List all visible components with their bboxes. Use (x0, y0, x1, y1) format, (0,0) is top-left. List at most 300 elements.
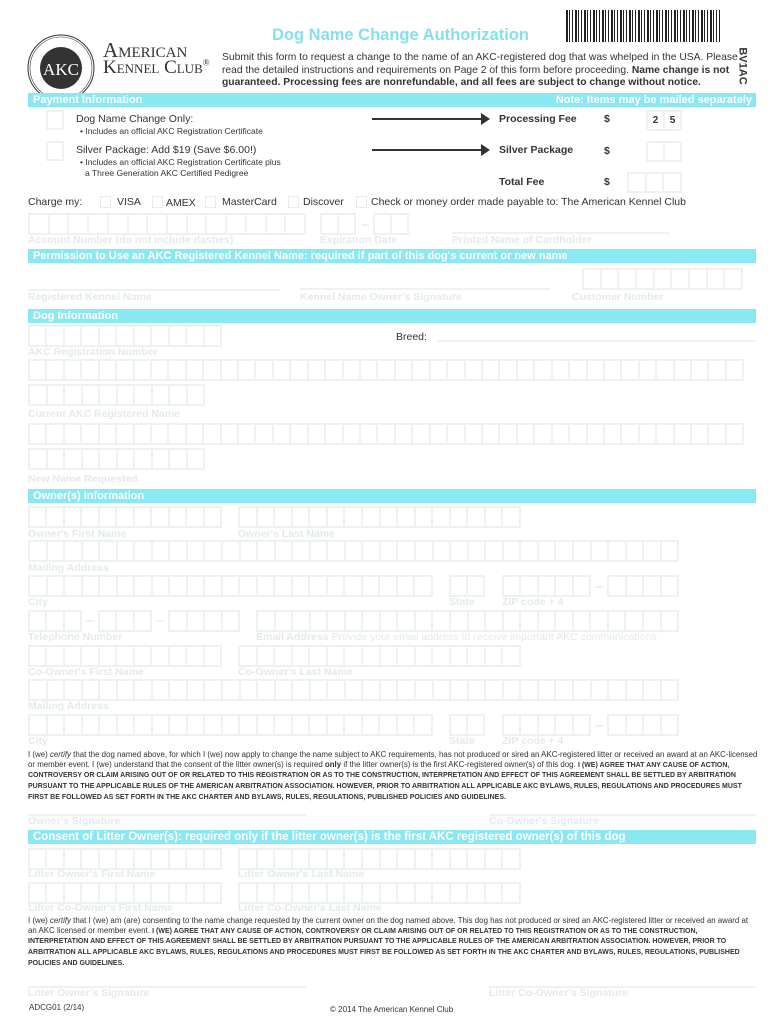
character-box[interactable] (381, 612, 399, 630)
character-box[interactable] (48, 450, 66, 468)
character-box[interactable] (65, 577, 83, 595)
character-box[interactable] (69, 215, 89, 233)
character-box[interactable] (258, 850, 276, 868)
character-box[interactable] (709, 425, 726, 443)
character-box[interactable] (170, 327, 187, 345)
co-mailing-address-field[interactable] (28, 679, 679, 701)
character-box[interactable] (117, 361, 134, 379)
character-box[interactable] (448, 425, 465, 443)
character-box[interactable] (83, 542, 101, 560)
character-box[interactable] (672, 270, 690, 288)
character-box[interactable] (416, 884, 434, 902)
character-box[interactable] (135, 716, 153, 734)
co-owner-last-name-field[interactable] (238, 645, 521, 667)
character-box[interactable] (725, 270, 741, 288)
character-box[interactable] (309, 361, 326, 379)
character-box[interactable] (392, 215, 407, 233)
character-box[interactable] (433, 850, 451, 868)
co-state-field[interactable] (449, 714, 485, 736)
character-box[interactable] (431, 425, 448, 443)
character-box[interactable] (135, 612, 150, 630)
character-box[interactable] (65, 361, 82, 379)
character-box[interactable] (188, 577, 206, 595)
character-box[interactable] (396, 425, 413, 443)
character-box[interactable] (117, 647, 134, 665)
character-box[interactable] (574, 716, 589, 734)
character-box[interactable] (451, 716, 468, 734)
character-box[interactable] (644, 681, 662, 699)
character-box[interactable] (328, 647, 346, 665)
character-box[interactable] (539, 681, 557, 699)
character-box[interactable] (117, 850, 134, 868)
character-box[interactable] (152, 508, 169, 526)
character-box[interactable] (486, 884, 504, 902)
character-box[interactable] (644, 612, 662, 630)
character-box[interactable] (486, 681, 504, 699)
character-box[interactable] (256, 425, 273, 443)
character-box[interactable] (468, 850, 486, 868)
character-box[interactable] (135, 425, 152, 443)
character-box[interactable] (205, 850, 220, 868)
character-box[interactable] (363, 850, 381, 868)
character-box[interactable] (241, 542, 259, 560)
character-box[interactable] (413, 425, 430, 443)
character-box[interactable] (609, 716, 627, 734)
character-box[interactable] (170, 850, 187, 868)
character-box[interactable] (451, 884, 469, 902)
character-box[interactable] (47, 884, 64, 902)
character-box[interactable] (240, 884, 258, 902)
character-box[interactable] (609, 542, 627, 560)
character-box[interactable] (708, 270, 726, 288)
character-box[interactable] (135, 681, 153, 699)
character-box[interactable] (416, 850, 434, 868)
character-box[interactable] (398, 542, 416, 560)
character-box[interactable] (466, 425, 483, 443)
character-box[interactable] (539, 542, 557, 560)
character-box[interactable] (30, 850, 47, 868)
character-box[interactable] (468, 647, 486, 665)
character-box[interactable] (129, 215, 149, 233)
character-box[interactable] (82, 361, 99, 379)
character-box[interactable] (205, 612, 223, 630)
character-box[interactable] (153, 542, 171, 560)
character-box[interactable] (170, 612, 188, 630)
character-box[interactable] (293, 850, 311, 868)
character-box[interactable] (135, 884, 152, 902)
character-box[interactable] (65, 386, 83, 404)
character-box[interactable] (293, 716, 311, 734)
character-box[interactable] (504, 681, 522, 699)
character-box[interactable] (346, 681, 364, 699)
character-box[interactable] (363, 647, 381, 665)
character-box[interactable] (381, 508, 399, 526)
character-box[interactable] (100, 884, 117, 902)
litter-owner-first-name-field[interactable] (28, 848, 222, 870)
character-box[interactable] (727, 425, 742, 443)
character-box[interactable] (152, 327, 169, 345)
character-box[interactable] (82, 508, 99, 526)
character-box[interactable] (521, 542, 539, 560)
character-box[interactable] (326, 361, 343, 379)
character-box[interactable] (47, 508, 64, 526)
character-box[interactable] (398, 647, 416, 665)
character-box[interactable] (100, 386, 118, 404)
character-box[interactable] (30, 716, 48, 734)
character-box[interactable] (168, 215, 188, 233)
character-box[interactable] (361, 425, 378, 443)
discover-checkbox[interactable] (288, 196, 299, 208)
character-box[interactable] (310, 508, 328, 526)
character-box[interactable] (588, 361, 605, 379)
character-box[interactable] (65, 850, 82, 868)
character-box[interactable] (486, 612, 504, 630)
character-box[interactable] (275, 508, 293, 526)
litter-co-owner-first-name-field[interactable] (28, 882, 222, 904)
character-box[interactable] (135, 850, 152, 868)
character-box[interactable] (30, 425, 47, 443)
character-box[interactable] (469, 612, 487, 630)
character-box[interactable] (293, 577, 311, 595)
character-box[interactable] (293, 508, 311, 526)
email-field[interactable] (256, 610, 679, 632)
character-box[interactable] (675, 425, 692, 443)
character-box[interactable] (657, 361, 674, 379)
character-box[interactable] (187, 327, 204, 345)
character-box[interactable] (468, 577, 483, 595)
character-box[interactable] (258, 542, 276, 560)
character-box[interactable] (153, 577, 171, 595)
character-box[interactable] (83, 716, 101, 734)
character-box[interactable] (398, 508, 416, 526)
character-box[interactable] (258, 716, 276, 734)
phone-line-field[interactable] (168, 610, 240, 632)
character-box[interactable] (205, 577, 223, 595)
character-box[interactable] (117, 425, 134, 443)
character-box[interactable] (345, 508, 363, 526)
character-box[interactable] (345, 577, 363, 595)
character-box[interactable] (609, 681, 627, 699)
character-box[interactable] (574, 681, 592, 699)
character-box[interactable] (433, 612, 451, 630)
character-box[interactable] (148, 215, 168, 233)
character-box[interactable] (504, 577, 521, 595)
character-box[interactable] (223, 716, 241, 734)
litter-owner-last-name-field[interactable] (238, 848, 521, 870)
character-box[interactable] (152, 850, 169, 868)
character-box[interactable] (662, 681, 678, 699)
character-box[interactable] (241, 681, 259, 699)
character-box[interactable] (433, 647, 451, 665)
character-box[interactable] (47, 327, 64, 345)
character-box[interactable] (187, 508, 204, 526)
breed-field[interactable] (437, 340, 756, 342)
character-box[interactable] (30, 386, 48, 404)
character-box[interactable] (398, 612, 416, 630)
character-box[interactable] (100, 542, 118, 560)
character-box[interactable] (170, 681, 188, 699)
co-zip-field[interactable] (502, 714, 591, 736)
character-box[interactable] (690, 270, 708, 288)
character-box[interactable] (570, 425, 587, 443)
character-box[interactable] (65, 327, 82, 345)
character-box[interactable] (30, 884, 47, 902)
character-box[interactable] (483, 425, 500, 443)
character-box[interactable] (291, 361, 308, 379)
character-box[interactable] (30, 577, 48, 595)
character-box[interactable] (239, 361, 256, 379)
character-box[interactable] (48, 681, 66, 699)
character-box[interactable] (363, 884, 381, 902)
character-box[interactable] (451, 508, 469, 526)
character-box[interactable] (152, 884, 169, 902)
character-box[interactable] (503, 647, 519, 665)
character-box[interactable] (627, 716, 645, 734)
character-box[interactable] (276, 612, 294, 630)
character-box[interactable] (205, 884, 220, 902)
character-box[interactable] (48, 542, 66, 560)
character-box[interactable] (30, 542, 48, 560)
character-box[interactable] (30, 361, 47, 379)
character-box[interactable] (328, 508, 346, 526)
character-box[interactable] (82, 327, 99, 345)
character-box[interactable] (207, 215, 227, 233)
character-box[interactable] (188, 716, 206, 734)
character-box[interactable] (662, 716, 678, 734)
character-box[interactable] (310, 577, 328, 595)
character-box[interactable] (662, 612, 678, 630)
character-box[interactable] (275, 884, 293, 902)
phone-area-field[interactable] (28, 610, 82, 632)
character-box[interactable] (346, 612, 364, 630)
character-box[interactable] (169, 425, 186, 443)
state-field[interactable] (449, 575, 485, 597)
character-box[interactable] (644, 716, 662, 734)
character-box[interactable] (205, 647, 220, 665)
character-box[interactable] (378, 425, 395, 443)
character-box[interactable] (135, 386, 153, 404)
character-box[interactable] (381, 542, 399, 560)
character-box[interactable] (339, 215, 354, 233)
character-box[interactable] (240, 577, 258, 595)
character-box[interactable] (434, 542, 452, 560)
character-box[interactable] (448, 361, 465, 379)
character-box[interactable] (247, 215, 267, 233)
silver-fee-field[interactable] (646, 141, 682, 162)
character-box[interactable] (553, 425, 570, 443)
character-box[interactable] (188, 450, 204, 468)
character-box[interactable] (223, 542, 241, 560)
character-box[interactable] (82, 850, 99, 868)
current-name-field-line2[interactable] (28, 384, 205, 406)
character-box[interactable] (413, 361, 430, 379)
character-box[interactable] (521, 716, 538, 734)
character-box[interactable] (117, 508, 134, 526)
character-box[interactable] (328, 612, 346, 630)
character-box[interactable] (256, 361, 273, 379)
character-box[interactable] (100, 327, 117, 345)
character-box[interactable] (328, 716, 346, 734)
character-box[interactable] (188, 681, 206, 699)
character-box[interactable] (204, 425, 221, 443)
character-box[interactable] (100, 612, 117, 630)
character-box[interactable] (100, 361, 117, 379)
character-box[interactable] (83, 386, 101, 404)
expiration-year-field[interactable] (373, 213, 409, 235)
character-box[interactable] (378, 361, 395, 379)
character-box[interactable] (310, 884, 328, 902)
character-box[interactable] (416, 612, 434, 630)
character-box[interactable] (47, 425, 64, 443)
character-box[interactable] (416, 681, 434, 699)
character-box[interactable] (188, 542, 206, 560)
character-box[interactable] (100, 681, 118, 699)
character-box[interactable] (153, 386, 171, 404)
character-box[interactable] (431, 361, 448, 379)
co-city-field[interactable] (28, 714, 433, 736)
character-box[interactable] (65, 425, 82, 443)
character-box[interactable] (30, 450, 48, 468)
character-box[interactable] (322, 215, 339, 233)
character-box[interactable] (48, 716, 66, 734)
character-box[interactable] (100, 647, 117, 665)
zip4-field[interactable] (607, 575, 679, 597)
character-box[interactable] (466, 361, 483, 379)
total-fee-field[interactable] (627, 172, 682, 193)
character-box[interactable] (222, 361, 239, 379)
character-box[interactable] (662, 577, 678, 595)
character-box[interactable] (118, 716, 136, 734)
phone-prefix-field[interactable] (98, 610, 152, 632)
character-box[interactable] (205, 716, 223, 734)
character-box[interactable] (655, 270, 673, 288)
character-box[interactable] (117, 884, 134, 902)
character-box[interactable] (170, 450, 188, 468)
character-box[interactable] (539, 577, 556, 595)
character-box[interactable] (222, 425, 239, 443)
character-box[interactable] (311, 612, 329, 630)
character-box[interactable] (521, 612, 539, 630)
character-box[interactable] (275, 716, 293, 734)
character-box[interactable] (89, 215, 109, 233)
character-box[interactable] (82, 425, 99, 443)
character-box[interactable] (363, 542, 381, 560)
character-box[interactable] (276, 681, 294, 699)
character-box[interactable] (556, 542, 574, 560)
character-box[interactable] (170, 647, 187, 665)
character-box[interactable] (363, 577, 381, 595)
character-box[interactable] (117, 612, 134, 630)
kennel-owner-signature-field[interactable] (300, 288, 550, 290)
character-box[interactable] (153, 681, 171, 699)
character-box[interactable] (398, 884, 416, 902)
character-box[interactable] (187, 884, 204, 902)
character-box[interactable] (170, 508, 187, 526)
city-field[interactable] (28, 575, 433, 597)
character-box[interactable] (170, 716, 188, 734)
character-box[interactable] (344, 361, 361, 379)
character-box[interactable] (275, 850, 293, 868)
mastercard-checkbox[interactable] (205, 196, 216, 208)
character-box[interactable] (503, 508, 519, 526)
character-box[interactable] (275, 577, 293, 595)
character-box[interactable] (258, 508, 276, 526)
character-box[interactable] (415, 716, 431, 734)
character-box[interactable] (30, 612, 47, 630)
character-box[interactable] (500, 361, 517, 379)
character-box[interactable] (556, 716, 573, 734)
character-box[interactable] (276, 542, 294, 560)
character-box[interactable] (65, 647, 82, 665)
mailing-address-field[interactable] (28, 540, 679, 562)
character-box[interactable] (30, 681, 48, 699)
character-box[interactable] (504, 612, 522, 630)
character-box[interactable] (535, 361, 552, 379)
character-box[interactable] (274, 425, 291, 443)
owner-first-name-field[interactable] (28, 506, 222, 528)
character-box[interactable] (622, 361, 639, 379)
character-box[interactable] (286, 215, 304, 233)
character-box[interactable] (258, 612, 276, 630)
character-box[interactable] (311, 681, 329, 699)
character-box[interactable] (627, 681, 645, 699)
character-box[interactable] (451, 542, 469, 560)
litter-co-owner-last-name-field[interactable] (238, 882, 521, 904)
character-box[interactable] (451, 647, 469, 665)
character-box[interactable] (468, 508, 486, 526)
character-box[interactable] (363, 612, 381, 630)
character-box[interactable] (345, 716, 363, 734)
character-box[interactable] (187, 361, 204, 379)
character-box[interactable] (310, 647, 328, 665)
character-box[interactable] (602, 270, 620, 288)
character-box[interactable] (65, 681, 83, 699)
character-box[interactable] (118, 542, 136, 560)
character-box[interactable] (692, 361, 709, 379)
character-box[interactable] (574, 612, 592, 630)
character-box[interactable] (328, 542, 346, 560)
character-box[interactable] (539, 612, 557, 630)
character-box[interactable] (709, 361, 726, 379)
character-box[interactable] (47, 647, 64, 665)
customer-number-field[interactable] (582, 268, 743, 290)
character-box[interactable] (468, 884, 486, 902)
character-box[interactable] (274, 361, 291, 379)
character-box[interactable] (574, 577, 589, 595)
character-box[interactable] (135, 450, 153, 468)
character-box[interactable] (293, 884, 311, 902)
character-box[interactable] (570, 361, 587, 379)
character-box[interactable] (416, 508, 434, 526)
character-box[interactable] (135, 577, 153, 595)
name-change-only-checkbox[interactable] (46, 110, 64, 130)
character-box[interactable] (310, 716, 328, 734)
new-name-field-line1[interactable] (28, 423, 744, 445)
character-box[interactable] (592, 542, 610, 560)
character-box[interactable] (591, 612, 609, 630)
character-box[interactable] (503, 884, 519, 902)
character-box[interactable] (675, 361, 692, 379)
character-box[interactable] (434, 681, 452, 699)
character-box[interactable] (584, 270, 602, 288)
character-box[interactable] (47, 361, 64, 379)
character-box[interactable] (30, 508, 47, 526)
character-box[interactable] (483, 361, 500, 379)
character-box[interactable] (118, 386, 136, 404)
character-box[interactable] (363, 716, 381, 734)
character-box[interactable] (644, 577, 662, 595)
current-name-field-line1[interactable] (28, 359, 744, 381)
